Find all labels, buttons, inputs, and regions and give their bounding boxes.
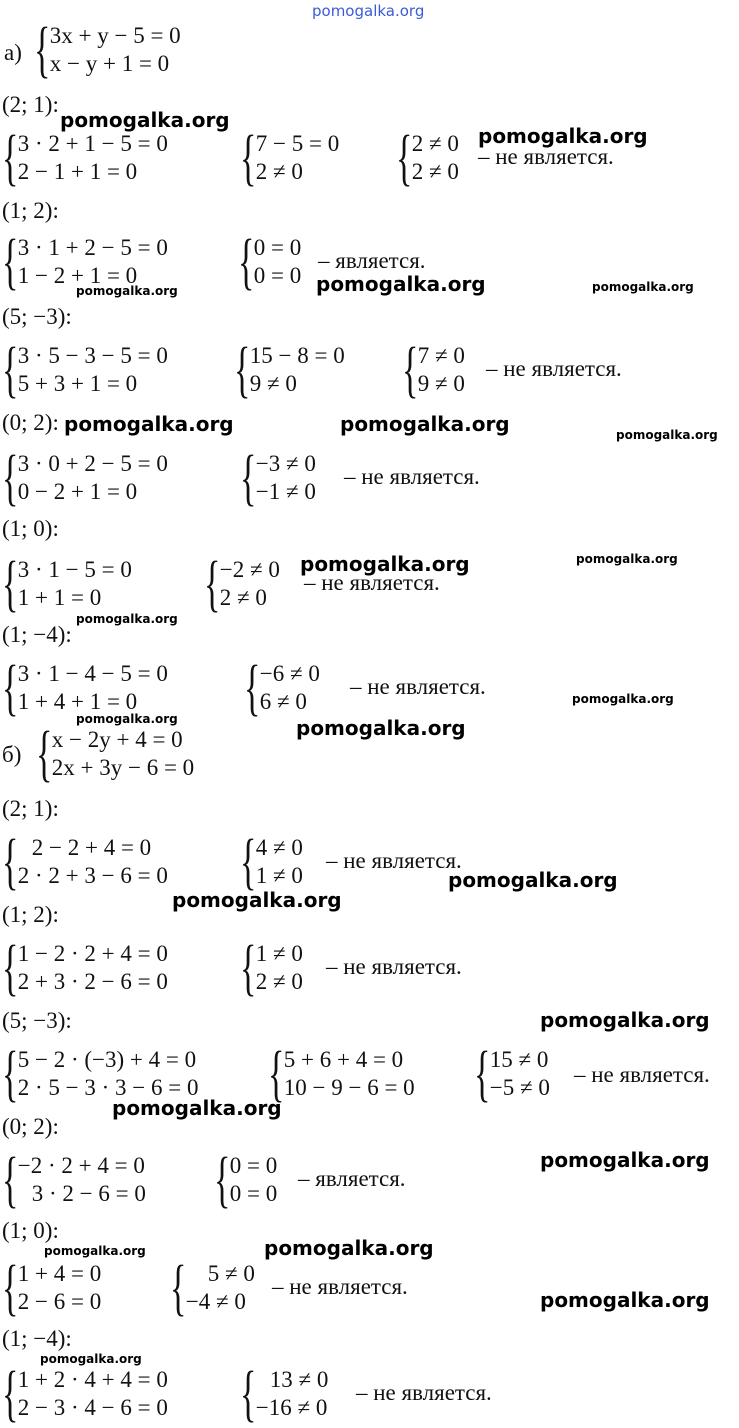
equation: 2 + 3 · 2 − 6 = 0 xyxy=(17,969,168,994)
equation: 2 − 6 = 0 xyxy=(17,1289,102,1314)
brace: { xyxy=(214,1146,231,1214)
equation: 1 − 2 · 2 + 4 = 0 xyxy=(17,941,168,966)
equation: 3 · 2 − 6 = 0 xyxy=(31,1181,146,1206)
equation: −2 ≠ 0 xyxy=(219,557,280,582)
watermark: pomogalka.org xyxy=(76,284,178,298)
watermark: pomogalka.org xyxy=(172,888,342,912)
part-a-label: а) xyxy=(4,40,22,65)
equation: x − y + 1 = 0 xyxy=(49,51,170,76)
equation: 0 = 0 xyxy=(253,235,302,260)
check-system xyxy=(244,654,320,722)
brace: { xyxy=(2,828,19,896)
check-system xyxy=(474,1040,550,1108)
equation: 3 · 1 + 2 − 5 = 0 xyxy=(17,235,168,260)
equation: 3 · 1 − 5 = 0 xyxy=(17,557,132,582)
brace: { xyxy=(2,550,19,618)
equation: 5 ≠ 0 xyxy=(207,1261,255,1286)
part-a-system xyxy=(34,16,181,84)
brace: { xyxy=(402,336,419,404)
brace: { xyxy=(244,654,261,722)
equation: −3 ≠ 0 xyxy=(255,451,316,476)
brace: { xyxy=(2,1040,19,1108)
verdict: – является. xyxy=(318,248,426,273)
point-label: (0; 2): xyxy=(2,410,59,435)
brace: { xyxy=(34,16,51,84)
equation: 2 − 2 + 4 = 0 xyxy=(31,835,152,860)
equation: 15 ≠ 0 xyxy=(489,1047,549,1072)
check-system xyxy=(214,1146,278,1214)
brace: { xyxy=(36,720,53,788)
brace: { xyxy=(2,1146,19,1214)
equation: 0 − 2 + 1 = 0 xyxy=(17,479,138,504)
verdict: – не является. xyxy=(574,1062,710,1087)
equation: 2 − 3 · 4 − 6 = 0 xyxy=(17,1395,168,1420)
brace: { xyxy=(204,550,221,618)
check-system xyxy=(234,336,345,404)
check-system xyxy=(2,550,132,618)
equation: x − 2y + 4 = 0 xyxy=(51,727,183,752)
watermark: pomogalka.org xyxy=(540,1148,710,1172)
equation: 1 + 4 + 1 = 0 xyxy=(17,689,138,714)
equation: −16 ≠ 0 xyxy=(255,1395,328,1420)
check-system xyxy=(2,828,168,896)
verdict: – не является. xyxy=(486,356,622,381)
watermark: pomogalka.org xyxy=(264,1236,434,1260)
equation: 3 · 2 + 1 − 5 = 0 xyxy=(17,131,168,156)
verdict: – не является. xyxy=(272,1274,408,1299)
brace: { xyxy=(2,1360,19,1428)
brace: { xyxy=(2,124,19,192)
equation: 2x + 3y − 6 = 0 xyxy=(51,755,195,780)
equation: 3x + y − 5 = 0 xyxy=(49,23,181,48)
check-system xyxy=(396,124,459,192)
equation: 1 ≠ 0 xyxy=(255,863,303,888)
equation: 2 · 2 + 3 − 6 = 0 xyxy=(17,863,168,888)
point-label: (1; 0): xyxy=(2,1218,59,1243)
check-system xyxy=(2,1360,168,1428)
point-label: (1; 2): xyxy=(2,198,59,223)
check-system xyxy=(2,1254,102,1322)
watermark: pomogalka.org xyxy=(592,280,694,294)
brace: { xyxy=(240,1360,257,1428)
watermark: pomogalka.org xyxy=(44,1244,146,1258)
check-system xyxy=(240,1360,329,1428)
check-system xyxy=(240,934,303,1002)
equation: 2 − 1 + 1 = 0 xyxy=(17,159,138,184)
equation: 6 ≠ 0 xyxy=(259,689,307,714)
equation: 1 ≠ 0 xyxy=(255,941,303,966)
check-system xyxy=(2,124,168,192)
check-system xyxy=(204,550,280,618)
brace: { xyxy=(474,1040,491,1108)
watermark: pomogalka.org xyxy=(76,712,178,726)
check-system xyxy=(170,1254,255,1322)
verdict: – не является. xyxy=(478,144,614,169)
equation: 7 ≠ 0 xyxy=(417,343,465,368)
check-system xyxy=(240,124,340,192)
equation: −5 ≠ 0 xyxy=(489,1075,550,1100)
watermark: pomogalka.org xyxy=(40,1352,142,1366)
watermark: pomogalka.org xyxy=(540,1288,710,1312)
brace: { xyxy=(170,1254,187,1322)
equation: 2 ≠ 0 xyxy=(411,159,459,184)
watermark: pomogalka.org xyxy=(572,692,674,706)
watermark: pomogalka.org xyxy=(616,428,718,442)
watermark: pomogalka.org xyxy=(448,868,618,892)
brace: { xyxy=(396,124,413,192)
equation: 9 ≠ 0 xyxy=(417,371,465,396)
point-label: (2; 1): xyxy=(2,92,59,117)
watermark: pomogalka.org xyxy=(300,552,470,576)
brace: { xyxy=(2,228,19,296)
equation: 10 − 9 − 6 = 0 xyxy=(283,1075,415,1100)
verdict: – не является. xyxy=(326,848,462,873)
check-system xyxy=(240,828,303,896)
verdict: – является. xyxy=(298,1166,406,1191)
equation: −6 ≠ 0 xyxy=(259,661,320,686)
point-label: (1; 2): xyxy=(2,902,59,927)
equation: 3 · 1 − 4 − 5 = 0 xyxy=(17,661,168,686)
watermark: pomogalka.org xyxy=(64,412,234,436)
equation: 3 · 5 − 3 − 5 = 0 xyxy=(17,343,168,368)
brace: { xyxy=(2,444,19,512)
equation: 3 · 0 + 2 − 5 = 0 xyxy=(17,451,168,476)
equation: 0 = 0 xyxy=(253,263,302,288)
equation: 2 ≠ 0 xyxy=(411,131,459,156)
brace: { xyxy=(240,828,257,896)
equation: 5 + 3 + 1 = 0 xyxy=(17,371,138,396)
watermark: pomogalka.org xyxy=(296,716,466,740)
equation: 0 = 0 xyxy=(229,1181,278,1206)
watermark: pomogalka.org xyxy=(316,272,486,296)
watermark: pomogalka.org xyxy=(340,412,510,436)
point-label: (5; −3): xyxy=(2,1008,72,1033)
verdict: – не является. xyxy=(326,954,462,979)
verdict: – не является. xyxy=(356,1380,492,1405)
brace: { xyxy=(238,228,255,296)
equation: 1 + 2 · 4 + 4 = 0 xyxy=(17,1367,168,1392)
equation: 4 ≠ 0 xyxy=(255,835,303,860)
check-system xyxy=(238,228,302,296)
equation: 5 − 2 · (−3) + 4 = 0 xyxy=(17,1047,197,1072)
equation: −4 ≠ 0 xyxy=(185,1289,246,1314)
equation: 2 · 5 − 3 · 3 − 6 = 0 xyxy=(17,1075,199,1100)
part-b-label: б) xyxy=(2,742,22,767)
brace: { xyxy=(240,444,257,512)
equation: 5 + 6 + 4 = 0 xyxy=(283,1047,404,1072)
equation: 2 ≠ 0 xyxy=(255,969,303,994)
watermark-top: pomogalka.org xyxy=(312,2,425,20)
equation: −2 · 2 + 4 = 0 xyxy=(17,1153,145,1178)
point-label: (0; 2): xyxy=(2,1114,59,1139)
check-system xyxy=(2,1040,199,1108)
check-system xyxy=(402,336,465,404)
watermark: pomogalka.org xyxy=(112,1096,282,1120)
equation: 9 ≠ 0 xyxy=(249,371,297,396)
brace: { xyxy=(268,1040,285,1108)
equation: 1 + 1 = 0 xyxy=(17,585,102,610)
equation: 1 + 4 = 0 xyxy=(17,1261,102,1286)
check-system xyxy=(2,336,168,404)
verdict: – не является. xyxy=(350,674,486,699)
brace: { xyxy=(2,1254,19,1322)
point-label: (1; −4): xyxy=(2,1326,72,1351)
verdict: – не является. xyxy=(344,464,480,489)
brace: { xyxy=(2,336,19,404)
check-system xyxy=(2,934,168,1002)
brace: { xyxy=(234,336,251,404)
equation: −1 ≠ 0 xyxy=(255,479,316,504)
brace: { xyxy=(2,934,19,1002)
check-system xyxy=(2,444,168,512)
check-system xyxy=(240,444,316,512)
equation: 7 − 5 = 0 xyxy=(255,131,340,156)
point-label: (1; 0): xyxy=(2,516,59,541)
watermark: pomogalka.org xyxy=(478,124,648,148)
equation: 2 ≠ 0 xyxy=(219,585,267,610)
watermark: pomogalka.org xyxy=(60,108,230,132)
equation: 2 ≠ 0 xyxy=(255,159,303,184)
point-label: (2; 1): xyxy=(2,796,59,821)
equation: 13 ≠ 0 xyxy=(269,1367,329,1392)
check-system xyxy=(2,1146,146,1214)
watermark: pomogalka.org xyxy=(576,552,678,566)
equation: 15 − 8 = 0 xyxy=(249,343,345,368)
watermark: pomogalka.org xyxy=(540,1008,710,1032)
brace: { xyxy=(240,124,257,192)
point-label: (5; −3): xyxy=(2,304,72,329)
point-label: (1; −4): xyxy=(2,622,72,647)
brace: { xyxy=(2,654,19,722)
brace: { xyxy=(240,934,257,1002)
check-system xyxy=(268,1040,415,1108)
equation: 0 = 0 xyxy=(229,1153,278,1178)
verdict: – не является. xyxy=(304,570,440,595)
part-b-system xyxy=(36,720,195,788)
watermark: pomogalka.org xyxy=(76,612,178,626)
equation: 1 − 2 + 1 = 0 xyxy=(17,263,138,288)
